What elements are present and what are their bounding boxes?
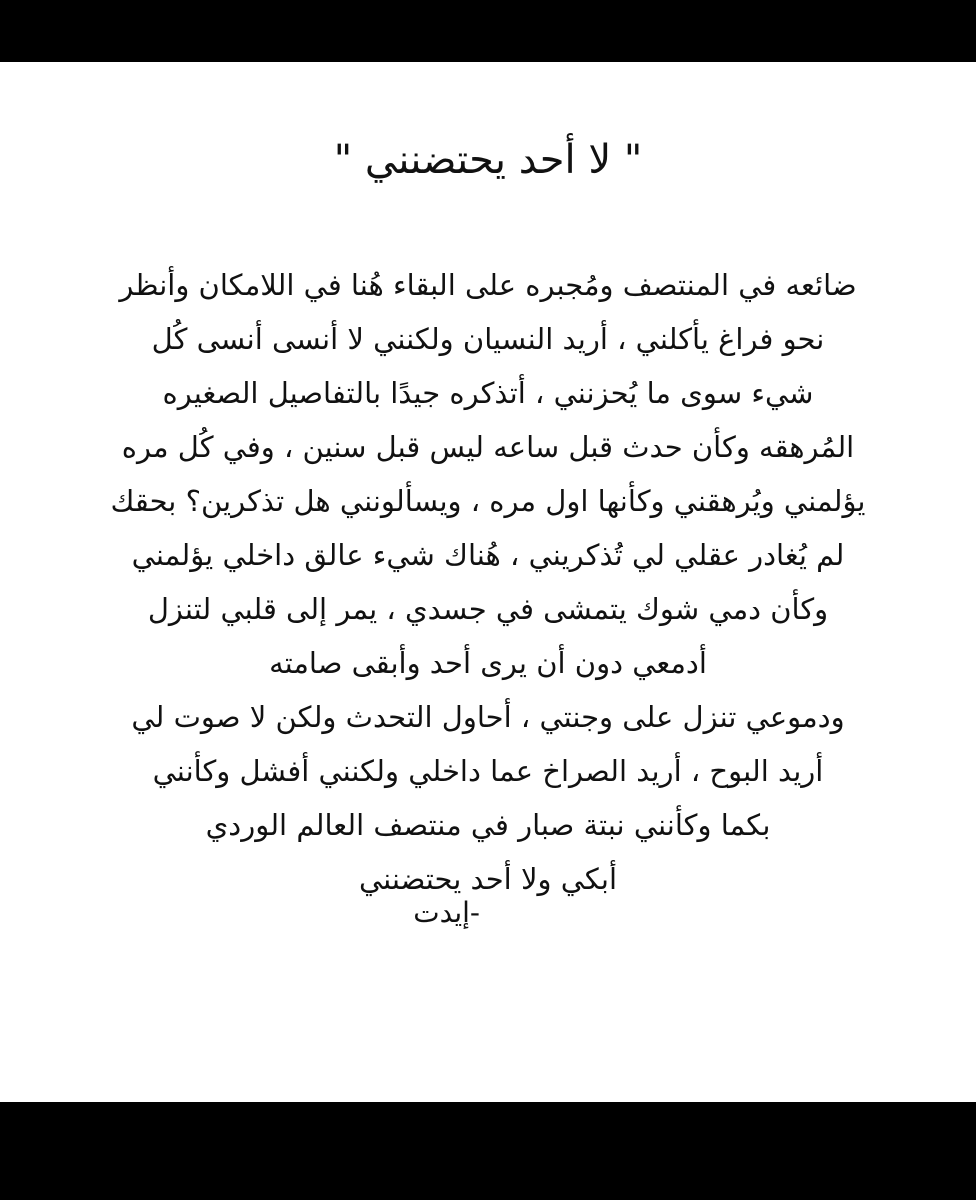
poem-line: ضائعه في المنتصف ومُجبره على البقاء هُنا في اللامكان وأنظر [119,268,857,302]
poem-body [60,258,916,906]
poem-line: أبكي ولا أحد يحتضنني [358,862,618,896]
poem-title: " لا أحد يحتضنني " [333,137,643,183]
poem-line: نحو فراغ يأكلني ، أريد النسيان ولكنني لا أنسى أنسى كُل [151,322,825,356]
poem-line: أريد البوح ، أريد الصراخ عما داخلي ولكنني أفشل وكأنني [152,754,824,788]
poem-line: ودموعي تنزل على وجنتي ، أحاول التحدث ولكن لا صوت لي [131,700,845,734]
author-signature: -إيدت [413,896,480,929]
poem-line: المُرهقه وكأن حدث قبل ساعه ليس قبل سنين ، وفي كُل مره [121,430,855,464]
poem-line: بكما وكأنني نبتة صبار في منتصف العالم الوردي [205,808,771,842]
text-page [0,62,976,1102]
poem-line: لم يُغادر عقلي لي تُذكريني ، هُناك شيء عالق داخلي يؤلمني [131,538,845,572]
poem-line: يؤلمني ويُرهقني وكأنها اول مره ، ويسألونني هل تذكرين؟ بحقك [110,484,866,518]
poem-line: أدمعي دون أن يرى أحد وأبقى صامته [269,646,707,680]
poem-line: وكأن دمي شوك يتمشى في جسدي ، يمر إلى قلبي لتنزل [147,592,829,626]
bottom-black-bar [0,1102,976,1200]
poem-line: شيء سوى ما يُحزنني ، أتذكره جيدًا بالتفاصيل الصغيره [162,376,814,410]
top-black-bar [0,0,976,62]
